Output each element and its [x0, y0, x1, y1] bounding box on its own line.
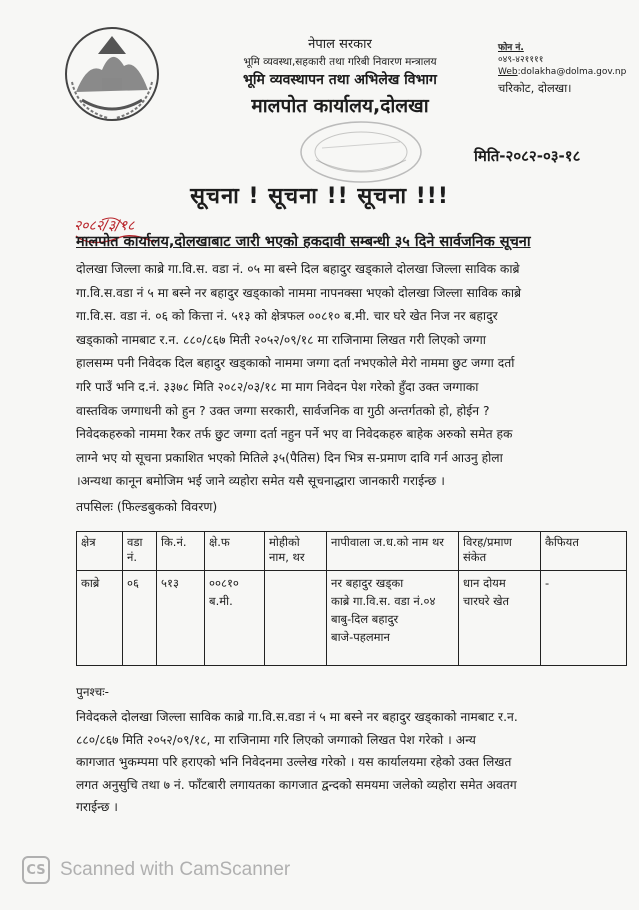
cell-area: काब्रे [77, 571, 123, 666]
col-header-ward: वडा नं. [123, 532, 157, 571]
body-line: गरि पाउँ भनि द.नं. ३३७८ मिति २०८२/०३/१८ मा माग निवेदन पेश गरेको हुँदा उक्त जग्गाका [76, 379, 479, 394]
ps-line: गराईन्छ । [76, 800, 118, 814]
owner-father: बाबु-दिल बहादुर [331, 612, 399, 626]
owner-address: काब्रे गा.वि.स. वडा नं.०४ [331, 594, 436, 608]
field-book-label: तपसिलः (फिल्डबुकको विवरण) [76, 499, 218, 514]
cell-ward: ०६ [123, 571, 157, 666]
government-header [190, 36, 490, 120]
col-header-land-type: विरह/प्रमाण संकेत [459, 532, 541, 571]
cell-plot: ५१३ [157, 571, 205, 666]
header-country: नेपाल सरकार [308, 37, 372, 52]
col-header-remarks: कैफियत [541, 532, 627, 571]
cell-size-value: ००८१० [209, 576, 239, 590]
col-header-size: क्षे.फ [205, 532, 265, 571]
body-line: गा.वि.स.वडा नं ५ मा बस्ने नर बहादुर खड्काको नाममा नापनक्सा भएको दोलखा जिल्ला साविक काब्रे [76, 285, 522, 300]
notice-date: मिति-२०८२-०३-१८ [474, 147, 581, 165]
web-label: Web [498, 67, 518, 77]
phone-number: ०४९-४२११११ [498, 55, 544, 65]
table-row [77, 571, 627, 666]
header-office: मालपोत कार्यालय,दोलखा [251, 95, 429, 117]
office-address: चरिकोट, दोलखा। [498, 81, 572, 95]
notice-body [76, 258, 626, 494]
header-department: भूमि व्यवस्थापन तथा अभिलेख विभाग [243, 72, 437, 88]
col-header-tenant: मोहीको नाम, थर [265, 532, 327, 571]
body-line: दोलखा जिल्ला काब्रे गा.वि.स. वडा नं. ०५ मा बस्ने दिल बहादुर खड्काले दोलखा जिल्ला साविक काब्रे [76, 262, 520, 276]
cell-size [205, 571, 265, 666]
watermark-text: Scanned with CamScanner [60, 859, 291, 880]
phone-label: फोन नं. [498, 43, 524, 53]
header-ministry: भूमि व्यवस्था,सहकारी तथा गरिबी निवारण मन्त्रालय [243, 56, 437, 68]
body-line: ।अन्यथा कानून बमोजिम भई जाने व्यहोरा समेत यसै सूचनाद्धारा जानकारी गराईन्छ । [76, 474, 445, 489]
table-header-row [77, 532, 627, 571]
nepal-emblem-icon [58, 22, 166, 124]
camscanner-watermark [22, 856, 290, 884]
ps-line: कागजात भुकम्पमा परि हराएको भनि निवेदनमा उल्लेख गरेको । यस कार्यालयमा रहेको उक्त लिखत [76, 755, 512, 769]
body-line: वास्तविक जग्गाधनी को हुन ? उक्त जग्गा सरकारी, सार्वजनिक वा गुठी अन्तर्गतको हो, होईन ? [76, 403, 490, 418]
postscript-body [76, 706, 628, 819]
ps-line: लगत अनुसुचि तथा ७ नं. फाँटबारी लगायतका कागजात द्वन्दको समयमा जलेको व्यहोरा समेत अवतग [76, 777, 517, 792]
web-address: :dolakha@dolma.gov.np [517, 67, 627, 77]
handwritten-date: २०८२/३/१८ [74, 218, 135, 234]
body-line: गा.वि.स. वडा नं. ०६ को कित्ता नं. ५१३ को क्षेत्रफल ००८१० ब.मी. चार घरे खेत निज नर बहादुर [76, 309, 498, 324]
body-line: हालसम्म पनी निवेदक दिल बहादुर खड्काको नाममा जग्गा दर्ता नभएकोले मेरो नाममा छुट जग्गा दर्ता [76, 356, 515, 371]
ps-line: निवेदकले दोलखा जिल्ला साविक काब्रे गा.वि.स.वडा नं ५ मा बस्ने नर बहादुर खड्काको नामबाट र.न. [76, 710, 518, 724]
land-type-line: चारघरे खेत [463, 594, 510, 608]
field-book-table [76, 531, 627, 666]
cell-owner [327, 571, 459, 666]
owner-name: नर बहादुर खड्का [331, 576, 404, 590]
cell-tenant [265, 571, 327, 666]
cell-size-unit: ब.मी. [209, 594, 233, 608]
cell-land-type [459, 571, 541, 666]
cell-remarks: - [541, 571, 627, 666]
body-line: खड्काको नामबाट र.न. ८८०/८६७ मिती २०५२/०९/१८ मा राजिनामा लिखत गरी लिएको जग्गा [76, 332, 486, 347]
col-header-plot: कि.नं. [157, 532, 205, 571]
col-header-area: क्षेत्र [77, 532, 123, 571]
notice-headline: सूचना ! सूचना !! सूचना !!! [190, 184, 449, 209]
camscanner-logo-icon: CS [22, 856, 50, 884]
postscript-label: पुनश्चः- [76, 685, 109, 699]
land-type-line: धान दोयम [463, 576, 506, 590]
body-line: लाग्ने भए यो सूचना प्रकाशित भएको मितिले ३५(पैतिस) दिन भित्र स-प्रमाण दावि गर्न आउनु होला [76, 450, 503, 465]
body-line: निवेदकहरुको नाममा रैकर तर्फ छुट जग्गा दर्ता नहुन पर्ने भए वा निवेदकहरु बाहेक अरुको समेत हक [76, 427, 513, 442]
contact-block [498, 42, 638, 97]
col-header-owner: नापीवाला ज.ध.को नाम थर [327, 532, 459, 571]
owner-grandfather: बाजे-पहलमान [331, 630, 390, 644]
notice-title: मालपोत कार्यालय,दोलखाबाट जारी भएको हकदावी सम्बन्धी ३५ दिने सार्वजनिक सूचना [76, 234, 531, 250]
ps-line: ८८०/८६७ मिति २०५२/०९/१८, मा राजिनामा गरि लिएको जग्गाको लिखत पेश गरेको । अन्य [76, 732, 476, 747]
